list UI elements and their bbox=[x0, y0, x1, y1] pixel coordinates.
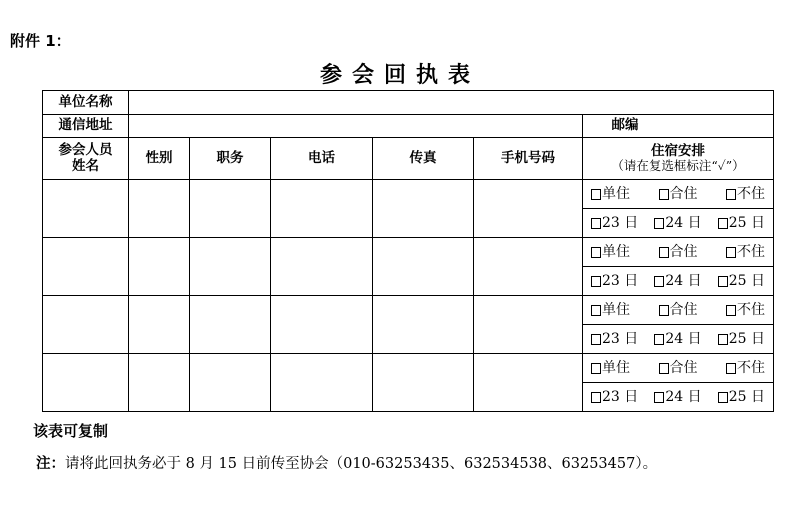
date-option-label: 23 日 bbox=[602, 330, 639, 347]
lodging-date-cell bbox=[583, 325, 774, 354]
mobile-field[interactable] bbox=[474, 296, 583, 354]
checkbox[interactable] bbox=[659, 247, 669, 258]
postcode-label: 邮编 bbox=[583, 115, 643, 138]
room-option-label: 单住 bbox=[602, 359, 630, 376]
participant-name-field[interactable] bbox=[43, 354, 129, 412]
position-field[interactable] bbox=[190, 238, 271, 296]
lodging-room-cell bbox=[583, 238, 774, 267]
room-option-label: 单住 bbox=[602, 185, 630, 202]
lodging-date-cell bbox=[583, 209, 774, 238]
lodging-date-cell bbox=[583, 383, 774, 412]
postcode-field[interactable] bbox=[643, 115, 774, 138]
position-field[interactable] bbox=[190, 180, 271, 238]
page-title: 参会回执表 bbox=[319, 62, 480, 88]
date-option-label: 25 日 bbox=[728, 272, 766, 289]
room-options bbox=[583, 186, 773, 202]
participant-name-field[interactable] bbox=[43, 180, 129, 238]
position-field[interactable] bbox=[190, 354, 271, 412]
room-option[interactable] bbox=[726, 302, 765, 318]
unit-name-label: 单位名称 bbox=[43, 91, 129, 115]
attachment-label: 附件 1： bbox=[10, 32, 71, 50]
checkbox[interactable] bbox=[659, 305, 669, 316]
table-row bbox=[43, 354, 774, 383]
checkbox[interactable] bbox=[591, 247, 601, 258]
gender-field[interactable] bbox=[129, 180, 190, 238]
checkbox[interactable] bbox=[659, 363, 669, 374]
date-option-label: 24 日 bbox=[665, 388, 702, 405]
checkbox[interactable] bbox=[654, 218, 664, 229]
date-option[interactable] bbox=[718, 331, 765, 347]
checkbox[interactable] bbox=[591, 334, 601, 345]
date-options bbox=[583, 215, 773, 231]
column-header-name bbox=[43, 138, 129, 180]
checkbox[interactable] bbox=[654, 334, 664, 345]
room-option[interactable] bbox=[659, 302, 698, 318]
footnote bbox=[36, 452, 657, 473]
copyable-note: 该表可复制 bbox=[33, 422, 109, 440]
fax-field[interactable] bbox=[373, 296, 474, 354]
date-option[interactable] bbox=[718, 389, 765, 405]
date-option-label: 24 日 bbox=[665, 330, 702, 347]
date-options bbox=[583, 389, 773, 405]
room-option-label: 不住 bbox=[737, 301, 765, 318]
participant-name-field[interactable] bbox=[43, 238, 129, 296]
column-header-name-line1: 参会人员 bbox=[58, 141, 113, 158]
address-label: 通信地址 bbox=[43, 115, 129, 138]
date-option[interactable] bbox=[591, 389, 638, 405]
date-option-label: 25 日 bbox=[728, 388, 766, 405]
checkbox[interactable] bbox=[591, 189, 601, 200]
column-header-lodging-note: （请在复选框标注“✓”） bbox=[611, 158, 745, 174]
room-options bbox=[583, 360, 773, 376]
room-options bbox=[583, 302, 773, 318]
room-option-label: 合住 bbox=[669, 301, 698, 318]
room-option[interactable] bbox=[659, 360, 698, 376]
checkbox[interactable] bbox=[591, 392, 601, 403]
column-header-name-line2: 姓名 bbox=[72, 157, 99, 174]
footnote-label: 注： bbox=[36, 456, 65, 472]
room-option-label: 合住 bbox=[669, 359, 698, 376]
room-option-label: 合住 bbox=[669, 243, 698, 260]
participant-name-field[interactable] bbox=[43, 296, 129, 354]
date-option[interactable] bbox=[654, 389, 701, 405]
date-option[interactable] bbox=[718, 273, 765, 289]
column-header-phone: 电话 bbox=[271, 138, 373, 180]
room-option[interactable] bbox=[726, 186, 765, 202]
checkbox[interactable] bbox=[726, 363, 736, 374]
room-option-label: 不住 bbox=[737, 185, 765, 202]
fax-field[interactable] bbox=[373, 354, 474, 412]
date-option[interactable] bbox=[591, 331, 638, 347]
mobile-field[interactable] bbox=[474, 180, 583, 238]
address-field[interactable] bbox=[129, 115, 583, 138]
lodging-date-cell bbox=[583, 267, 774, 296]
gender-field[interactable] bbox=[129, 296, 190, 354]
date-options bbox=[583, 273, 773, 289]
checkbox[interactable] bbox=[659, 189, 669, 200]
room-option-label: 不住 bbox=[737, 359, 765, 376]
checkbox[interactable] bbox=[591, 276, 601, 287]
room-option[interactable] bbox=[726, 244, 765, 260]
registration-form-table bbox=[42, 90, 774, 412]
lodging-room-cell bbox=[583, 180, 774, 209]
mobile-field[interactable] bbox=[474, 238, 583, 296]
checkbox[interactable] bbox=[726, 189, 736, 200]
column-header-lodging bbox=[583, 138, 774, 180]
date-option-label: 25 日 bbox=[728, 330, 766, 347]
date-option-label: 23 日 bbox=[602, 272, 639, 289]
checkbox[interactable] bbox=[654, 392, 664, 403]
phone-field[interactable] bbox=[271, 296, 373, 354]
room-option[interactable] bbox=[659, 244, 698, 260]
room-option[interactable] bbox=[591, 302, 630, 318]
checkbox[interactable] bbox=[591, 305, 601, 316]
checkbox[interactable] bbox=[654, 276, 664, 287]
checkbox[interactable] bbox=[718, 334, 728, 345]
room-options bbox=[583, 244, 773, 260]
date-option[interactable] bbox=[654, 215, 701, 231]
mobile-field[interactable] bbox=[474, 354, 583, 412]
column-header-position: 职务 bbox=[190, 138, 271, 180]
room-option[interactable] bbox=[591, 244, 630, 260]
checkbox[interactable] bbox=[726, 305, 736, 316]
column-header-gender: 性别 bbox=[129, 138, 190, 180]
phone-field[interactable] bbox=[271, 180, 373, 238]
checkbox[interactable] bbox=[591, 363, 601, 374]
room-option-label: 单住 bbox=[602, 301, 630, 318]
date-option-label: 23 日 bbox=[602, 388, 639, 405]
unit-name-field[interactable] bbox=[129, 91, 774, 115]
date-option-label: 23 日 bbox=[602, 214, 639, 231]
room-option-label: 单住 bbox=[602, 243, 630, 260]
column-header-fax: 传真 bbox=[373, 138, 474, 180]
column-header-lodging-title: 住宿安排 bbox=[651, 142, 705, 159]
checkbox[interactable] bbox=[726, 247, 736, 258]
room-option-label: 合住 bbox=[669, 185, 698, 202]
date-option[interactable] bbox=[718, 215, 765, 231]
checkbox[interactable] bbox=[718, 392, 728, 403]
room-option[interactable] bbox=[726, 360, 765, 376]
lodging-room-cell bbox=[583, 296, 774, 325]
phone-field[interactable] bbox=[271, 238, 373, 296]
checkbox[interactable] bbox=[591, 218, 601, 229]
phone-field[interactable] bbox=[271, 354, 373, 412]
lodging-room-cell bbox=[583, 354, 774, 383]
table-row bbox=[43, 180, 774, 209]
column-header-mobile: 手机号码 bbox=[474, 138, 583, 180]
position-field[interactable] bbox=[190, 296, 271, 354]
date-option[interactable] bbox=[654, 331, 701, 347]
room-option[interactable] bbox=[591, 360, 630, 376]
date-option-label: 24 日 bbox=[665, 272, 702, 289]
checkbox[interactable] bbox=[718, 218, 728, 229]
gender-field[interactable] bbox=[129, 238, 190, 296]
date-option-label: 24 日 bbox=[665, 214, 702, 231]
checkbox[interactable] bbox=[718, 276, 728, 287]
participant-rows bbox=[43, 180, 774, 412]
room-option-label: 不住 bbox=[737, 243, 765, 260]
fax-field[interactable] bbox=[373, 238, 474, 296]
date-option[interactable] bbox=[591, 215, 638, 231]
room-option[interactable] bbox=[659, 186, 698, 202]
date-option[interactable] bbox=[591, 273, 638, 289]
date-option[interactable] bbox=[654, 273, 701, 289]
room-option[interactable] bbox=[591, 186, 630, 202]
table-row bbox=[43, 296, 774, 325]
footnote-text: 请将此回执务必于 8 月 15 日前传至协会（010-63253435、632534538、63253457）。 bbox=[65, 456, 658, 472]
table-row bbox=[43, 238, 774, 267]
gender-field[interactable] bbox=[129, 354, 190, 412]
date-options bbox=[583, 331, 773, 347]
fax-field[interactable] bbox=[373, 180, 474, 238]
date-option-label: 25 日 bbox=[728, 214, 766, 231]
